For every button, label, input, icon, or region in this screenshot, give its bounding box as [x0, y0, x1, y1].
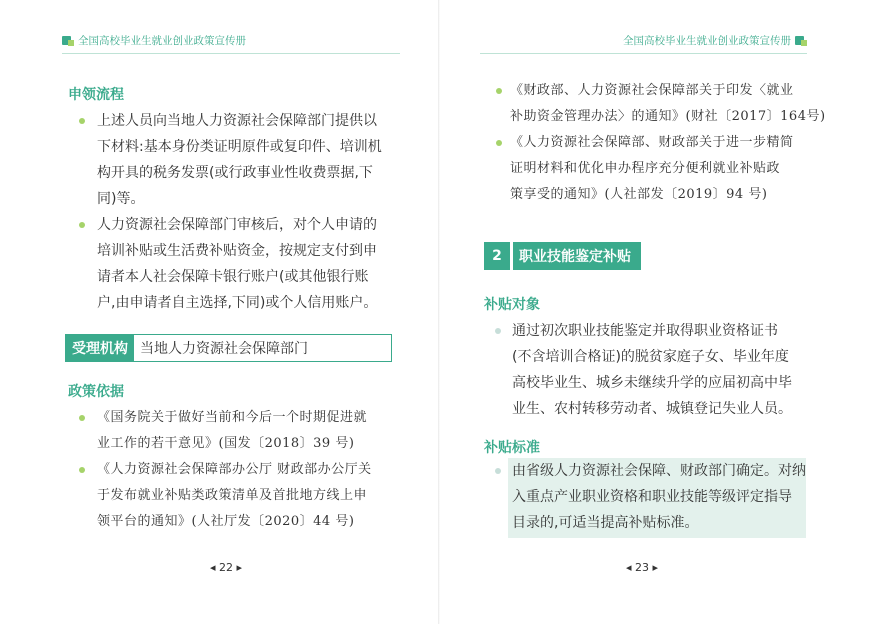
- list-item: 人力资源社会保障部门审核后，对个人申请的 培训补贴或生活费补贴资金，按规定支付到申 请者本人社会保障卡银行账户(或其他银行账 户,由申请者自主选择,下同)或个人信用账户。: [97, 217, 378, 311]
- agency-value: 当地人力资源社会保障部门: [140, 341, 308, 357]
- section-title-policy-basis: 政策依据: [68, 384, 124, 400]
- section-title-target: 补贴对象: [484, 297, 540, 313]
- bullet-icon: [79, 415, 85, 421]
- right-header: [623, 33, 807, 48]
- heading-title: 职业技能鉴定补贴: [513, 242, 641, 270]
- bullet-icon: [79, 222, 85, 228]
- list-item: 《人力资源社会保障部、财政部关于进一步精简 证明材料和优化申办程序充分便利就业补贴政 策享受的通知》(人社部发〔2019〕94 号): [510, 135, 794, 202]
- bullet-icon: [79, 118, 85, 124]
- header-title: 全国高校毕业生就业创业政策宣传册: [623, 35, 791, 47]
- bullet-icon: [496, 140, 502, 146]
- agency-label: 受理机构: [66, 335, 134, 361]
- page-number-right: ◂ 23 ▸: [626, 561, 659, 574]
- list-item: 《国务院关于做好当前和今后一个时期促进就 业工作的若干意见》(国发〔2018〕39 号): [97, 410, 368, 451]
- section-title-standard: 补贴标准: [484, 440, 540, 456]
- heading-number: 2: [484, 242, 510, 270]
- right-page: [440, 0, 877, 624]
- section-heading: [484, 242, 641, 270]
- bullet-icon: [79, 467, 85, 473]
- header-square-accent-icon: [801, 40, 807, 46]
- header-title: 全国高校毕业生就业创业政策宣传册: [78, 35, 246, 47]
- section-title-process: 申领流程: [68, 87, 124, 103]
- header-rule: [62, 53, 400, 54]
- bullet-icon: [495, 468, 501, 474]
- list-item: 由省级人力资源社会保障、财政部门确定。对纳 入重点产业职业资格和职业技能等级评定指导 目录的,可适当提高补贴标准。: [512, 463, 806, 531]
- header-rule: [480, 53, 807, 54]
- list-item: 《人力资源社会保障部办公厅 财政部办公厅关 于发布就业补贴类政策清单及首批地方线上申 领平台的通知》(人社厅发〔2020〕44 号): [97, 462, 372, 529]
- bullet-icon: [496, 88, 502, 94]
- left-header: [62, 33, 246, 48]
- agency-box: [65, 334, 392, 362]
- bullet-icon: [495, 328, 501, 334]
- header-square-accent-icon: [68, 40, 74, 46]
- page-number-left: ◂ 22 ▸: [210, 561, 243, 574]
- list-item: 通过初次职业技能鉴定并取得职业资格证书 (不含培训合格证)的脱贫家庭子女、毕业年度 高校毕业生、城乡未继续升学的应届初高中毕 业生、农村转移劳动者、城镇登记失业人员。: [512, 323, 792, 417]
- list-item: 上述人员向当地人力资源社会保障部门提供以 下材料:基本身份类证明原件或复印件、培训机 构开具的税务发票(或行政事业性收费票据,下 同)等。: [97, 113, 382, 207]
- list-item: 《财政部、人力资源社会保障部关于印发〈就业 补助资金管理办法〉的通知》(财社〔2017〕164号): [510, 83, 826, 124]
